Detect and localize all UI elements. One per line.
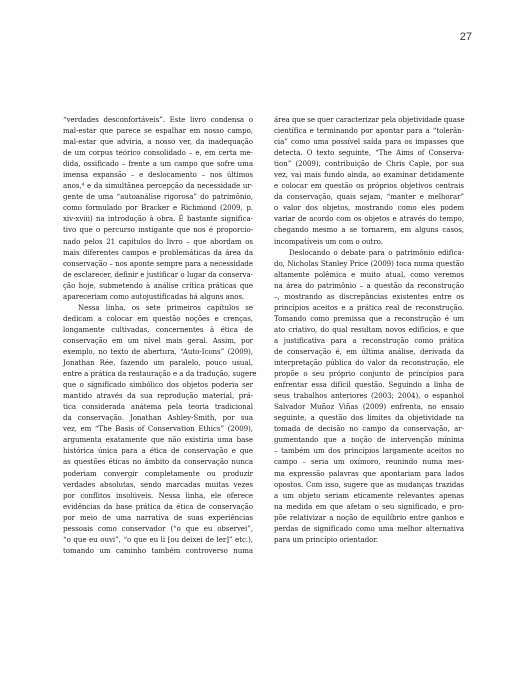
text-line: as questões éticas no âmbito da conservação nunca [63,457,253,467]
text-line: altamente polêmica e muito atual, como veremos [274,269,464,279]
right-text-column [274,114,464,545]
page-number: 27 [459,31,472,43]
text-line: para um princípio orientador. [274,534,379,544]
text-line: nado pelos 21 capítulos do livro – que abordam os [63,236,253,246]
text-line: da conservação. Jonathan Ashley-Smith, por sua [63,413,253,423]
text-line: de um corpus teórico consolidado – e, em certa me- [63,148,253,158]
text-line: – também um dos princípios largamente aceitos no [274,446,464,456]
text-line: na área do patrimônio – a questão da reconstrução [274,280,464,290]
text-line: propõe o seu próprio conjunto de princípios para [274,369,464,379]
text-line: mal-estar que parece se espalhar em nosso campo, [63,126,253,136]
text-line: exemplo, no texto de abertura, “Auto-Icons” (2009), [63,346,253,356]
text-line: variar de acordo com os objetos e através do tempo, [274,214,464,224]
text-line: apareceriam como autojustificadas há alguns anos. [63,291,245,301]
text-line: vez, vai mais fundo ainda, ao examinar detidamente [274,170,464,180]
text-line: Nessa linha, os sete primeiros capítulos se [78,302,253,312]
text-line: seus trabalhos anteriores (2003; 2004), o espanhol [274,391,464,401]
text-line: Salvador Muñoz Viñas (2009) enfrenta, no ensaio [274,402,464,412]
text-line: ato criativo, do qual resultam novos edifícios, e que [274,324,464,334]
text-line: imensa expansão – e deslocamento – nos últimos [63,170,253,180]
text-line: e colocar em questão os próprios objetivos centrais [274,181,464,191]
text-line: Jonathan Rée, fazendo um paralelo, pouco usual, [63,358,253,368]
text-line: dedicam a colocar em questão noções e crenças, [63,313,253,323]
text-line: campo – seria um oxímoro, reunindo numa mes- [274,457,464,467]
text-line: “o que eu ouvi”, “o que eu li [ou deixei de ler]” etc.), [63,534,253,544]
text-line: conservação em um nível mais geral. Assim, por [63,335,253,345]
text-line: cia” como uma possível saída para os impasses que [274,137,464,147]
text-line: ção hoje, submetendo à análise crítica práticas que [63,280,253,290]
text-line: chegando mesmo a se tornarem, em alguns casos, [274,225,464,235]
text-line: mantido através da sua reprodução material, prá- [63,391,253,401]
text-line: –, mostrando as discrepâncias existentes entre os [274,291,464,301]
text-line: Tomando como premissa que a reconstrução é um [274,313,464,323]
text-line: Deslocando o debate para o patrimônio edifica- [289,247,464,257]
text-line: perdas de significado como uma melhor alternativa [274,523,464,533]
text-line: incompatíveis um com o outro. [274,236,383,246]
text-line: por meio de uma narrativa de suas experiências [63,512,253,522]
text-line: de esclarecer, definir e justificar o lugar da conserva- [63,269,253,279]
text-line: área que se quer caracterizar pela objetividade quase [274,115,465,124]
text-line: conservação – nos aponte sempre para a necessidade [63,258,253,268]
text-line: argumenta exatamente que não existiria uma base [63,435,253,445]
text-line: tica considerada anátema pela teoria tradicional [63,402,253,412]
text-line: tivo que o percurso instigante que nos é proporcio- [63,225,253,235]
text-line: a um objeto seriam eticamente relevantes apenas [274,490,464,500]
text-line: interpretação pública do valor da reconstrução, ele [274,358,464,368]
text-line: poderiam convergir completamente ou produzir [63,468,253,478]
text-line: a justificativa para a reconstrução como prática [274,335,464,345]
text-line: detecta. O texto seguinte, “The Aims of Conserva- [274,148,464,158]
text-line: evidências da base prática da ética de conservação [63,501,253,511]
text-line: que o significado simbólico dos objetos poderia ser [63,380,253,390]
text-line: da conservação, quais sejam, “manter e melhorar” [274,192,464,202]
text-line: dida, ossificado – frente a um campo que sofre uma [63,159,253,169]
text-line: de conservação é, em última análise, derivada da [274,346,464,356]
text-line: vez, em “The Basis of Conservation Ethics” (2009), [63,424,253,434]
text-line: histórica única para a ética de conservação e que [63,446,253,456]
text-line: longamente cultivadas, concernentes à ética de [63,324,253,334]
text-line: gente de uma “autoanálise rigorosa” do patrimônio, [63,192,253,202]
text-line: o valor dos objetos, mostrando como eles podem [274,203,464,213]
text-line: opostos. Com isso, sugere que as mudanças trazidas [274,479,464,489]
text-line: pessoais como conservador (“o que eu observei”, [63,523,253,533]
text-line: científica e terminando por apontar para a “tolerân- [274,126,464,136]
text-line: mais diferentes campos e problemáticas da área da [63,247,253,257]
text-line: entre a prática da restauração e a da tradução, sugere [63,369,257,379]
text-line: gumentando que a noção de intervenção mínima [274,435,464,445]
text-line: por conflitos insolúveis. Nessa linha, ele oferece [63,490,253,500]
text-line: do, Nicholas Stanley Price (2009) toca numa questão [274,258,464,268]
text-line: tomada de decisão no campo da conservação, ar- [274,424,464,434]
text-line: xiv-xviii) na introdução à obra. É bastante significa- [63,214,253,224]
text-line: mal-estar que adviria, a nosso ver, da inadequação [63,137,253,147]
text-line: seguinte, a questão dos limites da objetividade na [274,413,464,423]
left-text-column [63,114,257,556]
text-line: tion” (2009), contribuição de Chris Caple, por sua [274,159,464,169]
text-line: verdades absolutas, sendo marcadas muitas vezes [63,479,253,489]
text-line: anos,⁴ e da simultânea percepção da necessidade ur- [63,181,253,191]
text-line: ma expressão palavras que apontariam para lados [274,468,464,478]
text-line: “verdades desconfortáveis”. Este livro condensa o [63,115,253,124]
text-line: princípios aceitos e a prática real de reconstrução. [274,302,464,312]
text-line: na medida em que afetam o seu significado, e pro- [274,501,464,511]
text-line: como formulado por Bracker e Richmond (2009, p. [63,203,253,213]
text-line: põe relativizar a noção de equilíbrio entre ganhos e [274,512,464,522]
text-line: enfrentar essa difícil questão. Seguindo a linha de [274,380,464,390]
text-line: tomando um caminho também controverso numa [63,545,253,555]
